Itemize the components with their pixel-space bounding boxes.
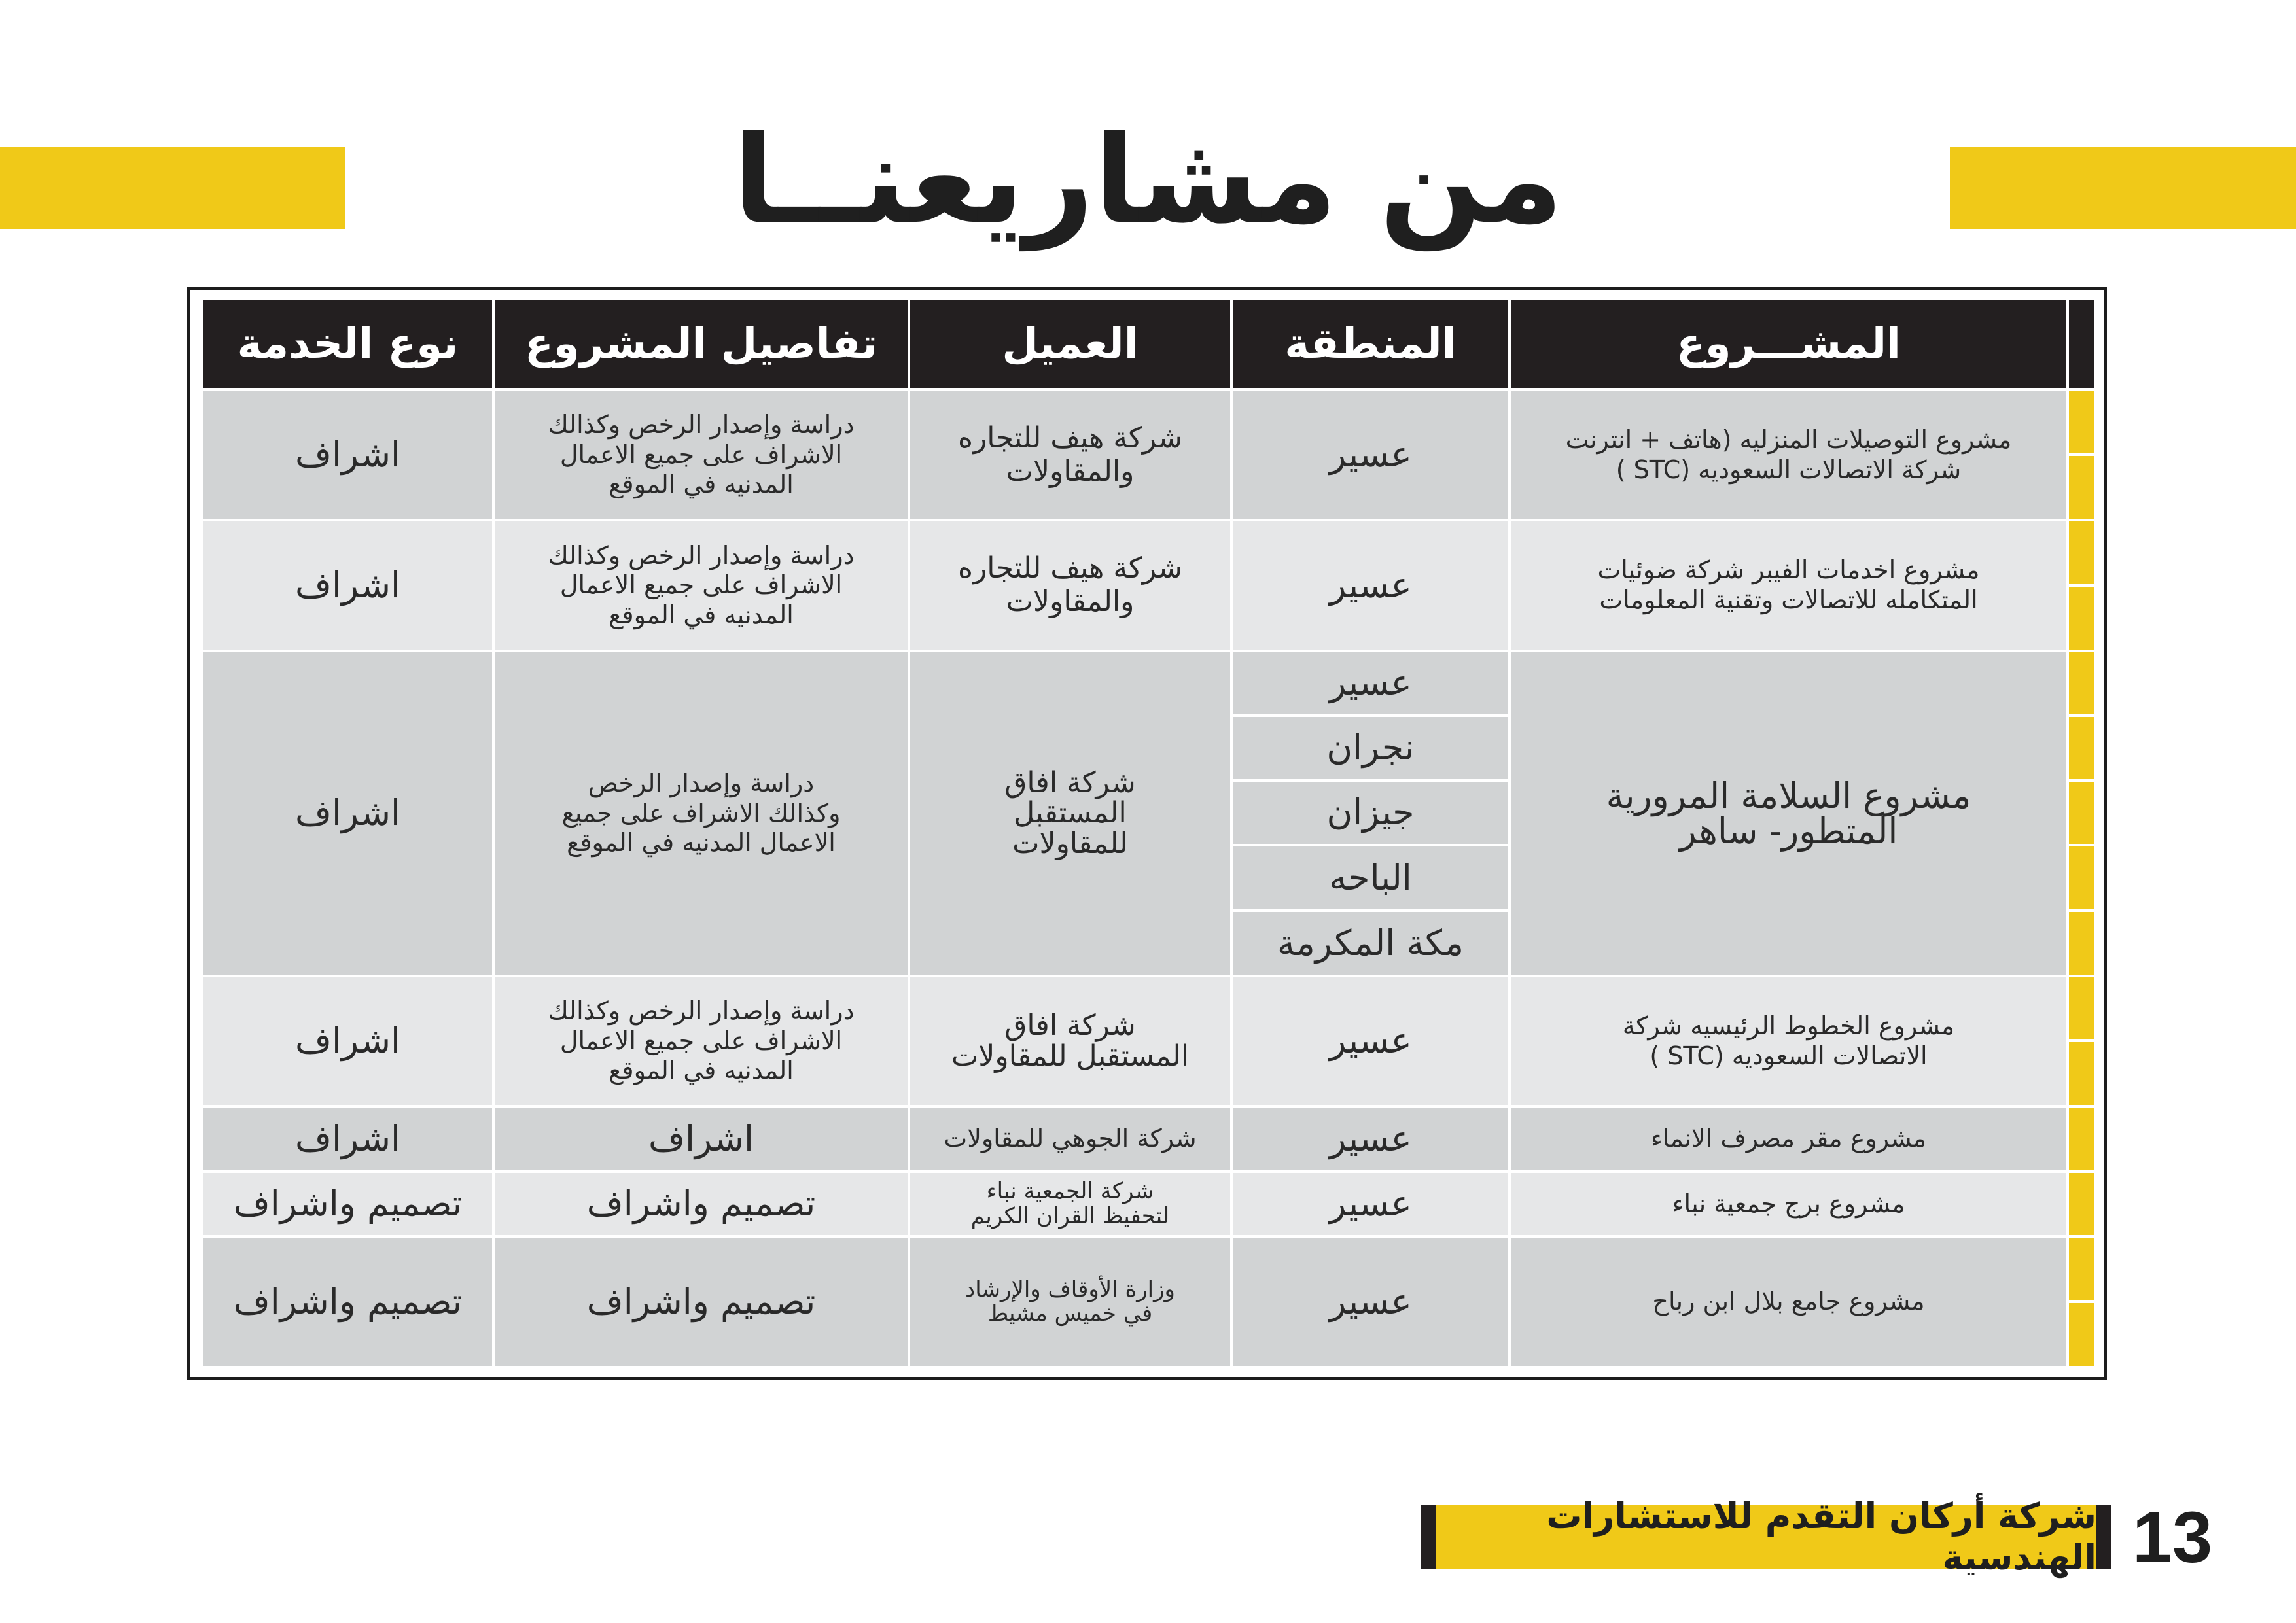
- row-2-project: مشروع اخدمات الفيبر شركة ضوئيات المتكامله للاتصالات وتقنية المعلومات: [1511, 521, 2066, 650]
- row-accent: [2069, 782, 2094, 844]
- row-1-project: مشروع التوصيلات المنزليه (هاتف + انترنت شركة الاتصالات السعوديه (STC ): [1511, 391, 2066, 519]
- row-accent: [2069, 846, 2094, 909]
- header-details: تفاصيل المشروع: [495, 300, 908, 388]
- row-accent: [2069, 1173, 2094, 1235]
- header-project: المشـــروع: [1511, 300, 2066, 388]
- row-2-client: شركة هيف للتجاره والمقاولات: [910, 521, 1230, 650]
- page-title: من مشاريعنــا: [732, 109, 1564, 251]
- projects-table: [187, 287, 2107, 1380]
- row-3-region-4: الباحه: [1233, 846, 1508, 909]
- row-4-details: دراسة وإصدار الرخص وكذالك الاشراف على جميع الاعمال المدنيه في الموقع: [495, 977, 908, 1105]
- row-6-region: عسير: [1233, 1173, 1508, 1235]
- row-1-client: شركة هيف للتجاره والمقاولات: [910, 391, 1230, 519]
- row-2-service: اشراف: [203, 521, 492, 650]
- row-3-region-2: نجران: [1233, 717, 1508, 779]
- header-service: نوع الخدمة: [203, 300, 492, 388]
- row-accent: [2069, 1303, 2094, 1366]
- row-7-region: عسير: [1233, 1238, 1508, 1366]
- row-accent: [2069, 1238, 2094, 1300]
- table-header-edge: [2069, 300, 2094, 388]
- page-number: 13: [2132, 1497, 2213, 1578]
- row-3-project: مشروع السلامة المرورية المتطور- ساهر: [1511, 652, 2066, 975]
- row-accent: [2069, 1042, 2094, 1105]
- row-2-region: عسير: [1233, 521, 1508, 650]
- row-3-region-1: عسير: [1233, 652, 1508, 714]
- row-7-client: وزارة الأوقاف والإرشاد في خميس مشيط: [910, 1238, 1230, 1366]
- row-3-client: شركة افاق المستقبل للمقاولات: [910, 652, 1230, 975]
- row-4-project: مشروع الخطوط الرئيسيه شركة الاتصالات السعوديه (STC ): [1511, 977, 2066, 1105]
- row-3-region-5: مكة المكرمة: [1233, 912, 1508, 975]
- row-5-client: شركة الجوهي للمقاولات: [910, 1108, 1230, 1170]
- row-accent: [2069, 977, 2094, 1039]
- row-6-project: مشروع برج جمعية نباء: [1511, 1173, 2066, 1235]
- row-5-details: اشراف: [495, 1108, 908, 1170]
- row-4-client: شركة افاق المستقبل للمقاولات: [910, 977, 1230, 1105]
- row-7-details: تصميم واشراف: [495, 1238, 908, 1366]
- row-accent: [2069, 652, 2094, 714]
- row-1-region: عسير: [1233, 391, 1508, 519]
- row-1-details: دراسة وإصدار الرخص وكذالك الاشراف على جميع الاعمال المدنيه في الموقع: [495, 391, 908, 519]
- row-accent: [2069, 391, 2094, 453]
- row-accent: [2069, 587, 2094, 650]
- row-7-project: مشروع جامع بلال ابن رباح: [1511, 1238, 2066, 1366]
- row-6-client: شركة الجمعية نباء لتحفيظ القران الكريم: [910, 1173, 1230, 1235]
- row-4-region: عسير: [1233, 977, 1508, 1105]
- row-4-service: اشراف: [203, 977, 492, 1105]
- row-6-details: تصميم واشراف: [495, 1173, 908, 1235]
- row-2-details: دراسة وإصدار الرخص وكذالك الاشراف على جميع الاعمال المدنيه في الموقع: [495, 521, 908, 650]
- row-5-region: عسير: [1233, 1108, 1508, 1170]
- header-client: العميل: [910, 300, 1230, 388]
- row-3-region-3: جيزان: [1233, 782, 1508, 844]
- row-3-details: دراسة وإصدار الرخص وكذالك الاشراف على جميع الاعمال المدنيه في الموقع: [495, 652, 908, 975]
- row-accent: [2069, 456, 2094, 519]
- row-1-service: اشراف: [203, 391, 492, 519]
- row-7-service: تصميم واشراف: [203, 1238, 492, 1366]
- header-region: المنطقة: [1233, 300, 1508, 388]
- row-accent: [2069, 912, 2094, 975]
- row-accent: [2069, 1108, 2094, 1170]
- row-6-service: تصميم واشراف: [203, 1173, 492, 1235]
- row-3-service: اشراف: [203, 652, 492, 975]
- footer-company-name: شركة أركان التقدم للاستشارات الهندسية: [1421, 1505, 2111, 1569]
- row-accent: [2069, 717, 2094, 779]
- row-accent: [2069, 521, 2094, 584]
- row-5-service: اشراف: [203, 1108, 492, 1170]
- row-5-project: مشروع مقر مصرف الانماء: [1511, 1108, 2066, 1170]
